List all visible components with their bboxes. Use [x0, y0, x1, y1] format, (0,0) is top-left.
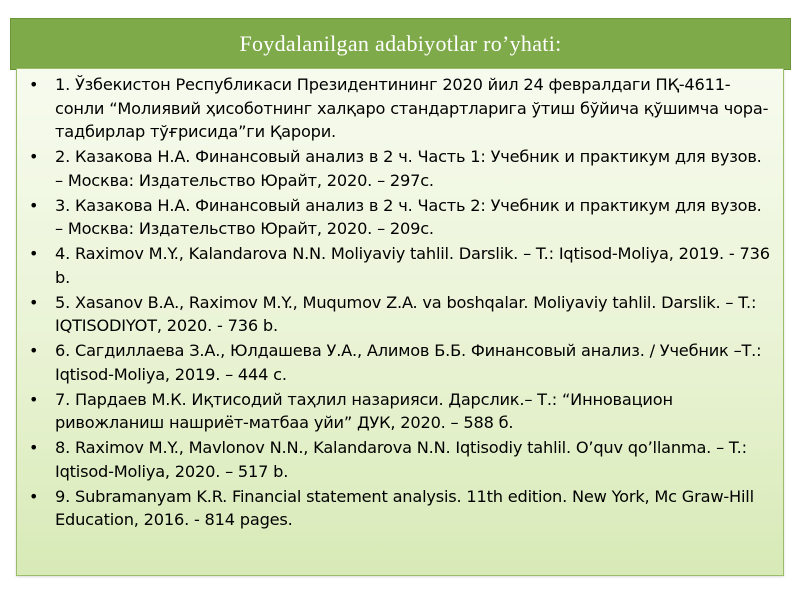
bullet-icon: •: [29, 244, 39, 263]
reference-text: 4. Raximov M.Y., Kalandarova N.N. Moliyaviy tahlil. Darslik. – T.: Iqtisod-Moliya, 2019. - 736 b.: [55, 244, 770, 287]
reference-text: 9. Subramanyam K.R. Financial statement analysis. 11th edition. New York, Mc Graw-Hill Education, 2016. - 814 pages.: [55, 486, 754, 529]
references-panel: [16, 68, 784, 576]
reference-item: [29, 436, 773, 483]
bullet-icon: •: [29, 195, 39, 215]
reference-item: [29, 485, 773, 532]
bullet-icon: •: [29, 341, 39, 360]
reference-item: [29, 242, 773, 289]
reference-item: [29, 339, 773, 386]
reference-item: [29, 194, 773, 241]
title-bar: [10, 18, 791, 70]
bullet-icon: •: [29, 147, 39, 166]
references-list: [17, 69, 783, 532]
slide-title: Foydalanilgan adabiyotlar ro’yhati:: [239, 31, 562, 56]
reference-item: [29, 145, 773, 192]
reference-item: [29, 291, 773, 338]
bullet-icon: •: [29, 486, 39, 506]
reference-text: 6. Сагдиллаева З.А., Юлдашева У.А., Алимов Б.Б. Финансовый анализ. / Учебник –Т.: Iqtisod-Moliya, 2019. – 444 с.: [55, 341, 762, 384]
reference-item: [29, 388, 773, 435]
reference-item: [29, 73, 773, 144]
reference-text: 8. Raximov M.Y., Mavlonov N.N., Kalandarova N.N. Iqtisodiy tahlil. O’quv qo’llanma. – T.: Iqtisod-Moliya, 2020. – 517 b.: [55, 438, 747, 481]
reference-text: 3. Казакова Н.А. Финансовый анализ в 2 ч. Часть 2: Учебник и практикум для вузов. – Москва: Издательство Юрайт, 2020. – 209с.: [55, 195, 762, 238]
bullet-icon: •: [29, 75, 39, 94]
reference-text: 7. Пардаев М.К. Иқтисодий таҳлил назарияси. Дарслик.– Т.: “Инновацион ривожланиш нашриёт-матбаа уйи” ДУК, 2020. – 588 б.: [55, 389, 673, 432]
bullet-icon: •: [29, 389, 39, 409]
reference-text: 1. Ўзбекистон Республикаси Президентининг 2020 йил 24 февралдаги ПҚ-4611-сонли “Молиявий ҳисоботнинг халқаро стандартларига ўтиш бўйича қўшимча чора-тадбирлар тўғрисида”ги Қарори.: [55, 75, 769, 141]
reference-text: 2. Казакова Н.А. Финансовый анализ в 2 ч. Часть 1: Учебник и практикум для вузов. – Москва: Издательство Юрайт, 2020. – 297с.: [55, 147, 762, 190]
reference-text: 5. Xasanov B.A., Raximov M.Y., Muqumov Z.A. va boshqalar. Moliyaviy tahlil. Darslik. – T.: IQTISODIYOT, 2020. - 736 b.: [55, 292, 757, 335]
bullet-icon: •: [29, 292, 39, 312]
bullet-icon: •: [29, 438, 39, 457]
